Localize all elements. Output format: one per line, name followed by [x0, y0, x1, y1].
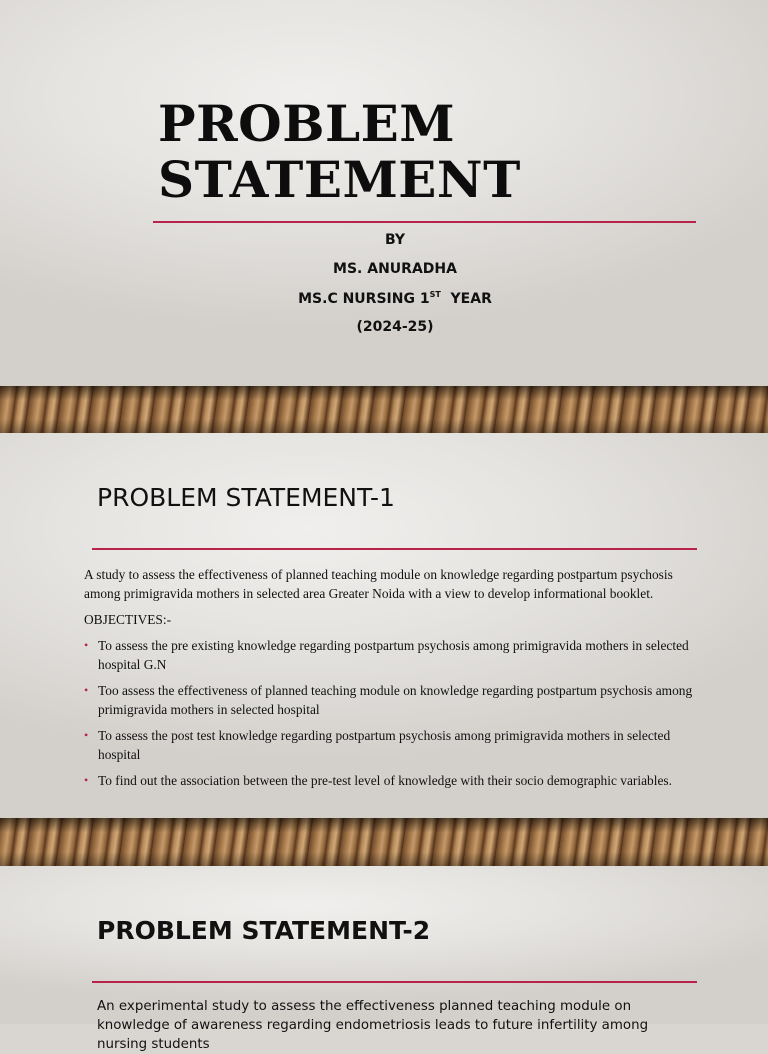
- slide3-divider: [92, 981, 697, 983]
- title-line-1: PROBLEM: [158, 94, 456, 153]
- list-item: [84, 636, 704, 674]
- objectives-list: [84, 636, 704, 790]
- slide2-title: PROBLEM STATEMENT-1: [97, 483, 395, 512]
- list-item: [84, 726, 704, 764]
- slide2-divider: [92, 548, 697, 550]
- presentation-title: [158, 96, 521, 208]
- list-item: [84, 771, 704, 790]
- objective-text: To assess the post test knowledge regarding postpartum psychosis among primigravida mothers in selected hospital: [98, 728, 671, 762]
- slide3-title: PROBLEM STATEMENT-2: [97, 916, 431, 945]
- bullet-icon: •: [84, 773, 89, 787]
- slide2-body: [84, 565, 704, 790]
- wood-floor-divider: [0, 818, 768, 866]
- course-prefix: MS.C NURSING 1: [298, 291, 430, 307]
- title-slide: [0, 0, 768, 386]
- title-divider: [153, 221, 696, 223]
- session-year: (2024-25): [356, 319, 434, 335]
- bullet-icon: •: [84, 638, 89, 652]
- slide3-statement: An experimental study to assess the effectiveness planned teaching module on knowledge of awareness regarding endometriosis leads to future infertility among nursing students: [97, 999, 649, 1052]
- list-item: [84, 681, 704, 719]
- course-line: [0, 290, 768, 307]
- course-suffix: YEAR: [450, 291, 492, 307]
- bullet-icon: •: [84, 683, 89, 697]
- by-label: BY: [384, 232, 406, 248]
- author-name: MS. ANURADHA: [333, 261, 457, 277]
- wood-floor-divider: [0, 386, 768, 433]
- objectives-heading: OBJECTIVES:-: [84, 612, 172, 627]
- objective-text: To find out the association between the pre-test level of knowledge with their socio demographic variables.: [98, 773, 672, 788]
- title-line-2: STATEMENT: [158, 150, 521, 209]
- objective-text: To assess the pre existing knowledge regarding postpartum psychosis among primigravida mothers in selected hospital G.N: [98, 638, 689, 672]
- course-superscript: ST: [429, 290, 441, 299]
- objective-text: Too assess the effectiveness of planned teaching module on knowledge regarding postpartum psychosis among primigravida mothers in selected hospital: [98, 683, 693, 717]
- problem-statement-text: A study to assess the effectiveness of planned teaching module on knowledge regarding postpartum psychosis among primigravida mothers in selected area Greater Noida with a view to develop informational booklet.: [84, 567, 673, 601]
- bullet-icon: •: [84, 728, 89, 742]
